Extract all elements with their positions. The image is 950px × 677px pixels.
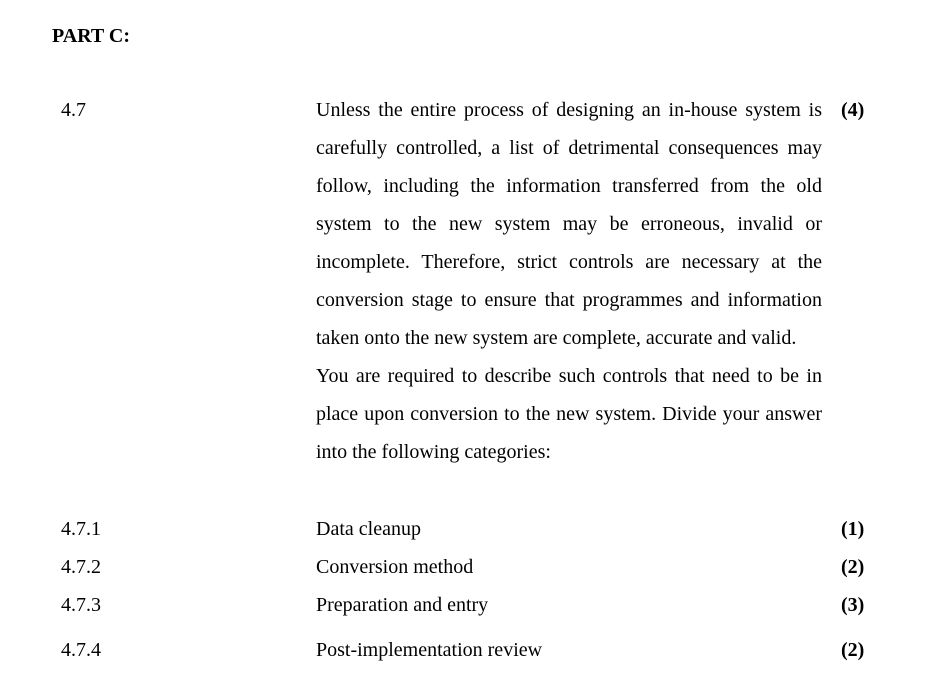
part-title: PART C:: [52, 25, 130, 47]
subquestion-number: 4.7.4: [61, 639, 101, 661]
question-paragraph-1: Unless the entire process of designing an in-house system is carefully controlled, a list of detrimental consequences may follow, including the information transferred from the old system to the new system may be erroneous, invalid or incomplete. Therefore, strict controls are necessary at the conversion stage to ensure that programmes and information taken onto the new system are complete, accurate and valid.: [316, 99, 822, 349]
subquestion-number: 4.7.2: [61, 556, 101, 578]
subquestion-mark: (2): [841, 639, 865, 661]
subquestion-text: Conversion method: [316, 556, 474, 578]
subquestion-mark: (3): [841, 594, 865, 616]
subquestion-number: 4.7.3: [61, 594, 101, 616]
subquestion-text: Preparation and entry: [316, 594, 489, 616]
subquestion-text: Post-implementation review: [316, 639, 543, 661]
question-body: [316, 91, 822, 471]
subquestion-text: Data cleanup: [316, 518, 421, 540]
subquestion-mark: (1): [841, 518, 865, 540]
question-mark: (4): [841, 99, 865, 121]
subquestion-number: 4.7.1: [61, 518, 101, 540]
question-number: 4.7: [61, 99, 86, 121]
subquestion-mark: (2): [841, 556, 865, 578]
question-paragraph-2: You are required to describe such controls that need to be in place upon conversion to the new system. Divide your answer into the following categories:: [316, 365, 822, 463]
